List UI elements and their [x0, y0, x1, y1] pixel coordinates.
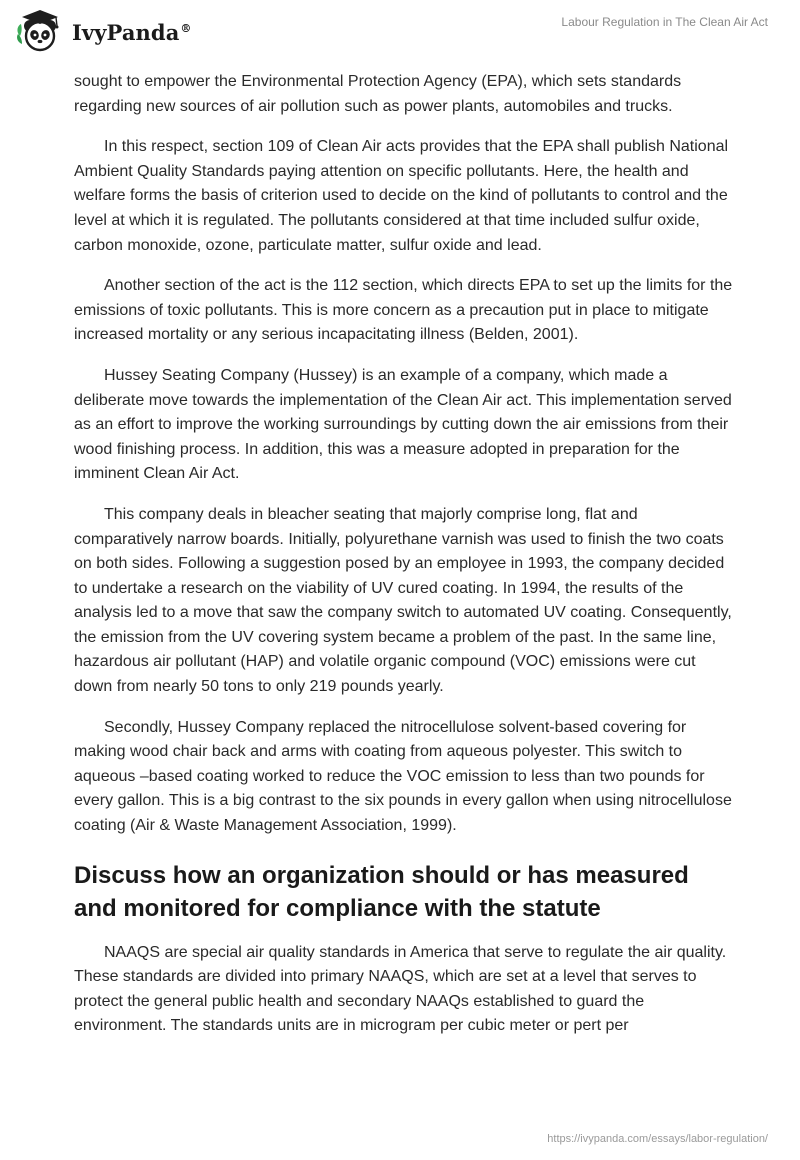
ivypanda-logo[interactable] — [14, 6, 192, 58]
panda-graduate-icon — [14, 6, 66, 58]
paragraph: This company deals in bleacher seating that majorly comprise long, flat and comparatively narrow boards. Initially, polyurethane varnish was used to finish the two coats on both sides. Following a suggestion posed by an employee in 1993, the company decided to undertake a research on the viability of UV cured coating. In 1994, the results of the analysis led to a move that saw the company switch to automated UV coating. Consequently, the emission from the UV covering system became a problem of the past. In the same line, hazardous air pollutant (HAP) and volatile organic compound (VOC) emissions were cut down from nearly 50 tons to only 219 pounds yearly. — [74, 505, 732, 696]
page-header — [0, 0, 800, 66]
source-url[interactable]: https://ivypanda.com/essays/labor-regulation/ — [547, 1133, 768, 1145]
paragraph: Another section of the act is the 112 section, which directs EPA to set up the limits for the emissions of toxic pollutants. This is more concern as a precaution put in place to mitigate increased mortality or any serious incapacitating illness (Belden, 2001). — [74, 277, 733, 344]
paragraph-continued: sought to empower the Environmental Protection Agency (EPA), which sets standards regarding new sources of air pollution such as power plants, automobiles and trucks. — [74, 73, 682, 115]
section-heading: Discuss how an organization should or has measured and monitored for compliance with the statute — [74, 861, 689, 922]
paragraph: Secondly, Hussey Company replaced the nitrocellulose solvent-based covering for making wood chair back and arms with coating from aqueous polyester. This switch to aqueous –based coating worked to reduce the VOC emission to less than two pounds for every gallon. This is a big contrast to the six pounds in every gallon when using nitrocellulose coating (Air & Waste Management Association, 1999). — [74, 718, 732, 835]
essay-content — [74, 70, 734, 1055]
paragraph: In this respect, section 109 of Clean Air acts provides that the EPA shall publish National Ambient Quality Standards paying attention on specific pollutants. Here, the health and welfare forms the basis of criterion used to decide on the kind of pollutants to control and the level at which it is regulated. The pollutants considered at that time included sulfur oxide, carbon monoxide, ozone, particulate matter, sulfur oxide and lead. — [74, 138, 729, 254]
brand-name: IvyPanda® — [72, 19, 192, 45]
document-title: Labour Regulation in The Clean Air Act — [561, 15, 768, 29]
paragraph: NAAQS are special air quality standards in America that serve to regulate the air quality. These standards are divided into primary NAAQS, which are set at a level that serves to protect the general public health and secondary NAAQs established to guard the environment. The standards units are in microgram per cubic meter or pert per — [74, 943, 727, 1035]
paragraph: Hussey Seating Company (Hussey) is an example of a company, which made a deliberate move towards the implementation of the Clean Air act. This implementation served as an effort to improve the working surroundings by cutting down the air emissions from their wood finishing process. In addition, this was a measure adopted in preparation for the imminent Clean Air Act. — [74, 366, 732, 483]
